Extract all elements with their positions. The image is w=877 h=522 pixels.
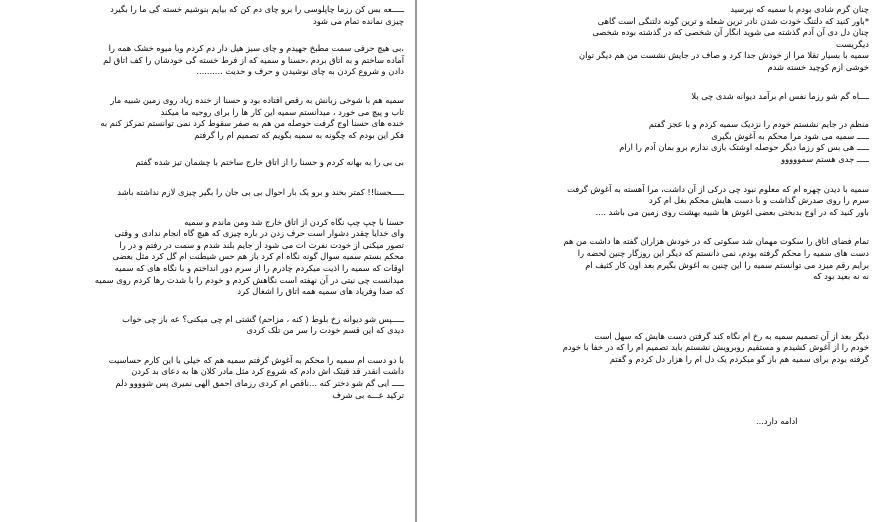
text-line: چیزی نمانده تمام می شود [313, 15, 404, 26]
paragraph [6, 157, 404, 169]
text-line: باور کنید که در اوج بدبختی بعضی اغوش ها شبیه بهشت روی زمین می باشد .... [595, 206, 869, 217]
text-line: دیگریست [835, 38, 869, 49]
text-line: تاب و پیچ می خورد ، میدانستم سمیه این کار ها را برای روحیه ما میکند [160, 106, 404, 117]
text-line: بی بی را به بهانه کردم و حسنا را از اتاق خارج ساختم با چشمان تیز شده گفتم [135, 157, 404, 168]
text-line: ـــــ سمیه می شود مرا محکم به آغوش بگیری [711, 130, 869, 141]
paragraph [6, 43, 404, 78]
text-line: که صدا وفریاد های سمیه همه اتاق را اشغال کرد [237, 286, 404, 297]
paragraph [426, 331, 869, 366]
paragraph [6, 355, 404, 401]
paragraph [6, 4, 404, 27]
text-line: دست های سمیه را محکم گرفته بودم، نمی دانستم که دیگر این روزگار چنین لحضه را [577, 247, 869, 258]
text-line: آماده ساختم و به اتاق بردم ،حسنا و سمیه که از فرط خسته گی خودشان را کف اتاق لم [103, 54, 404, 65]
text-line: ،بی هیچ حرفی سمت مطبخ جهیدم و چای سبز هیل دار دم کردم وبا میوه خشک همه را [108, 43, 404, 54]
text-line: ــــاه گم شو رزما نفس ام برآمد دیوانه شدی چی بلا [691, 90, 869, 101]
paragraph [426, 236, 869, 282]
text-line: خنده های حسنا اوج گرفت حوصله من هم به صفر سقوط کرد نمی توانستم تمرکز کنم به [100, 118, 404, 129]
text-line: فکر این بودم که چگونه به سمیه بگویم که تصمیم ام را گرفتم [194, 129, 404, 140]
text-line: خودم را از آغوش کشیدم و مستقیم روبرویش نشستم باید تصمیم ام را که در خفا با خودم [562, 342, 869, 353]
text-line: سمیه با بسیار تقلا مرا از خودش جدا کرد و صاف در جایش نشست من هم دیگر توان [579, 50, 869, 61]
text-line: ـــــ هی بس کو رزما دیگر حوصله اوشتک بازی ندارم برو بمان آدم را ارام [619, 142, 869, 153]
text-line: برایم رقم میزد می توانستم سمیه را این چنین به اغوش بگیرم بعد اون کار کثیف ام [585, 259, 869, 270]
text-line: دیدی که این قسم خودت را سر من تلک کردی [246, 325, 404, 336]
text-line: با دو دست ام سمیه را محکم به آغوش گرفتم سمیه هم که خیلی با این کارم حساسیت [108, 354, 404, 365]
right-column [426, 4, 869, 428]
text-line: اوقات که سمیه را اذیت میکردم چادرم را از سرم دور انداختم و با نگاه های که سمیه [114, 262, 404, 273]
paragraph [426, 119, 869, 165]
text-line: دیگر بعد از آن تصمیم سمیه به رخ ام نگاه کند گرفتن دست هایش که سهل است [594, 330, 869, 341]
text-line: وای خدایا چقدر دشوار است حرف زدن در باره چیزی که هیچ گاه انجام ندادی و وقتی [114, 228, 404, 239]
paragraph [426, 91, 869, 103]
paragraph [6, 187, 404, 199]
text-line: *باور کنید که دلتنگ خودت شدن نادر ترین شعله و ترین گونه دلتنگی است گاهی [597, 15, 869, 26]
text-line: دادن و شروع کردن به چای نوشیدن و حرف و حدیث .......... [196, 66, 404, 77]
text-line: سمیه هم با شوخی زبانش به رقص افتاده بود و حسنا از خنده زیاد روی زمین شبیه مار [110, 94, 404, 105]
paragraph [6, 95, 404, 141]
text-line: محکم بستم سمیه سوال گونه نگاه ام کرد باز هم حس شیطنت ام گل کرد مثل بعضی [112, 251, 404, 262]
text-line: داشت انقدر قد قیتک اش دادم که شروع کرد مثل مادر کلان ها به دعای بد کردن [131, 366, 404, 377]
text-line: چنان گرم شادی بودم با سمیه که نپرسید [730, 4, 869, 14]
text-line: منظم در جایم نشستم خودم را نزدیک سمیه کردم و با عجز گفتم [648, 119, 869, 130]
text-line: حسنا با چپ چپ نگاه کردن از اتاق خارج شد ومن ماندم و سمیه [184, 216, 404, 227]
paragraph [6, 314, 404, 337]
text-line: تمام فضای اتاق را سکوت مهمان شد سکوتی که در خودش هزاران گفته ها داشت من هم [563, 236, 869, 247]
paragraph [426, 416, 869, 428]
text-line: چنان دل دی آن آدم گذشته می شوید انگار آن شخصی که در گذشته بوده شخصی [592, 27, 869, 38]
text-line: ـــــپس شو دیوانه زخ بلوط ( کنه ، مزاحم) گشتی ام چی میکنی؟ عه باز چی خواب [122, 313, 404, 324]
text-line: میدانست چی نیتی در آن نهفته است نگاهش کردم و خودم را با شدت رها کردم روی سمیه [94, 274, 404, 285]
paragraph [426, 4, 869, 74]
text-line: ـــــحسنا!! کمتر بخند و برو یک بار احوال بی بی جان را بگیر چیزی لازم نداشته باشد [117, 186, 404, 197]
text-line: ادامه دارد... [756, 416, 798, 427]
left-column [6, 4, 404, 401]
text-line: ـــــ ایی گم شو دختر کنه ...ناقص ام کردی رزمای احمق الهی نمیری پس شوووو دلم [115, 378, 404, 389]
paragraph [426, 184, 869, 219]
text-line: نه نه بعید بود که [813, 271, 869, 282]
text-line: سرم را روی صدرش گذاشت و با دست هایش محکم بغل ام کرد [649, 195, 869, 206]
column-divider [415, 0, 417, 522]
text-line: سمیه با دیدن چهره ام که معلوم نبود چی درکی از آن داشت، مرا آهسته به آغوش گرفت [567, 183, 869, 194]
text-line: ترکید عـــه بی شرف [332, 389, 404, 400]
text-line: تصور میکنی از خودت نفرت ات می شود از جایم بلند شدم و سمت در رفتم و در را [119, 239, 404, 250]
text-line: ـــــعه بس کن رزما چاپلوسی را برو چای دم کن که بیایم بنوشیم خسته گی ما را بگیرد [110, 4, 404, 14]
text-line: ـــــ جدی هستم سمووووو [781, 153, 869, 164]
text-line: خوشی ازم کوچید خسته شدم [767, 61, 869, 72]
text-line: گرفته بودم برای سمیه هم باز گو میکردم یک دل ام را هزار دل کردم و گفتم [609, 353, 869, 364]
paragraph [6, 217, 404, 298]
